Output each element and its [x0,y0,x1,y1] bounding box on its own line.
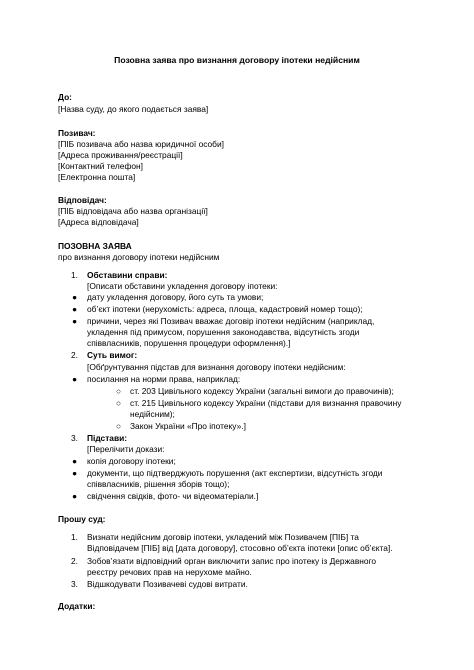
section3-intro: [Перелічити докази: [87,444,165,454]
section2-number: 2. [71,350,78,360]
section1-bullet-2: об’єкт іпотеки (нерухомість: адреса, площа, кадастровий номер тощо); [87,304,363,314]
request-2-line-1: Зобов’язати відповідний орган виключити запис про іпотеку із Державного [87,556,377,566]
section1-bullet-3-line-1: причини, через які Позивач вважає договір іпотеки недійсним (наприклад, [87,316,375,326]
section3-label: Підстави: [87,433,128,443]
claim-heading: ПОЗОВНА ЗАЯВА [58,241,132,251]
plaintiff-name: [ПІБ позивача або назва юридичної особи] [58,139,224,149]
sub-bullet-circle: ○ [116,421,122,431]
court-name: [Назва суду, до якого подається заява] [58,104,209,114]
request-1-line-2: Відповідачем [ПІБ] від [дата договору], стосовно об’єкта іпотеки [опис об’єкта]. [87,543,393,553]
claim-subheading: про визнання договору іпотеки недійсним [58,252,220,262]
bullet-dot: ● [72,374,78,384]
section1-bullet-3-line-2: укладення під примусом, порушення законодавства, відсутність згоди [87,327,360,337]
section2-sub-2-line-1: ст. 215 Цивільного кодексу України (підстави для визнання правочину [130,398,402,408]
attachments-label: Додатки: [58,601,96,611]
section2-label: Суть вимог: [87,350,138,360]
sub-bullet-circle: ○ [116,386,122,396]
bullet-dot: ● [72,316,78,326]
request-3-number: 3. [71,579,78,589]
plaintiff-email: [Електронна пошта] [58,172,136,182]
defendant-address: [Адреса відповідача] [58,217,139,227]
section1-bullet-1: дату укладення договору, його суть та умови; [87,292,264,302]
to-label: До: [58,92,72,102]
request-1-number: 1. [71,532,78,542]
section3-bullet-1: копія договору іпотеки; [87,456,176,466]
section3-bullet-2-line-1: документи, що підтверджують порушення (акт експертизи, відсутність згоди [87,468,383,478]
section2-intro: [Обґрунтування підстав для визнання договору іпотеки недійсним: [87,362,346,372]
plaintiff-phone: [Контактний телефон] [58,161,143,171]
request-2-number: 2. [71,556,78,566]
section1-intro: [Описати обставини укладення договору іпотеки: [87,281,278,291]
defendant-label: Відповідач: [58,195,107,205]
defendant-name: [ПІБ відповідача або назва організації] [58,206,208,216]
section3-bullet-3: свідчення свідків, фото- чи відеоматеріали.] [87,491,259,501]
section2-bullet: посилання на норми права, наприклад: [87,374,241,384]
request-2-line-2: реєстру речових прав на нерухоме майно. [87,567,252,577]
document-title: Позовна заява про визнання договору іпотеки недійсним [114,55,360,65]
request-3-line-1: Відшкодувати Позивачеві судові витрати. [87,579,248,589]
bullet-dot: ● [72,468,78,478]
section2-sub-1: ст. 203 Цивільного кодексу України (загальні вимоги до правочинів); [130,386,394,396]
request-1-line-1: Визнати недійсним договір іпотеки, укладений між Позивачем [ПІБ] та [87,532,359,542]
bullet-dot: ● [72,292,78,302]
section1-label: Обставини справи: [87,270,168,280]
plaintiff-address: [Адреса проживання/реєстрації] [58,150,183,160]
sub-bullet-circle: ○ [116,398,122,408]
section3-bullet-2-line-2: співвласників, рішення зборів тощо); [87,479,230,489]
bullet-dot: ● [72,491,78,501]
section1-number: 1. [71,270,78,280]
section3-number: 3. [71,433,78,443]
bullet-dot: ● [72,304,78,314]
section2-sub-2-line-2: недійсним); [130,409,175,419]
plaintiff-label: Позивач: [58,128,96,138]
bullet-dot: ● [72,456,78,466]
section1-bullet-3-line-3: співвласників, порушення процедури оформлення).] [87,338,291,348]
request-label: Прошу суд: [58,514,106,524]
section2-sub-3: Закон України «Про іпотеку».] [130,421,246,431]
